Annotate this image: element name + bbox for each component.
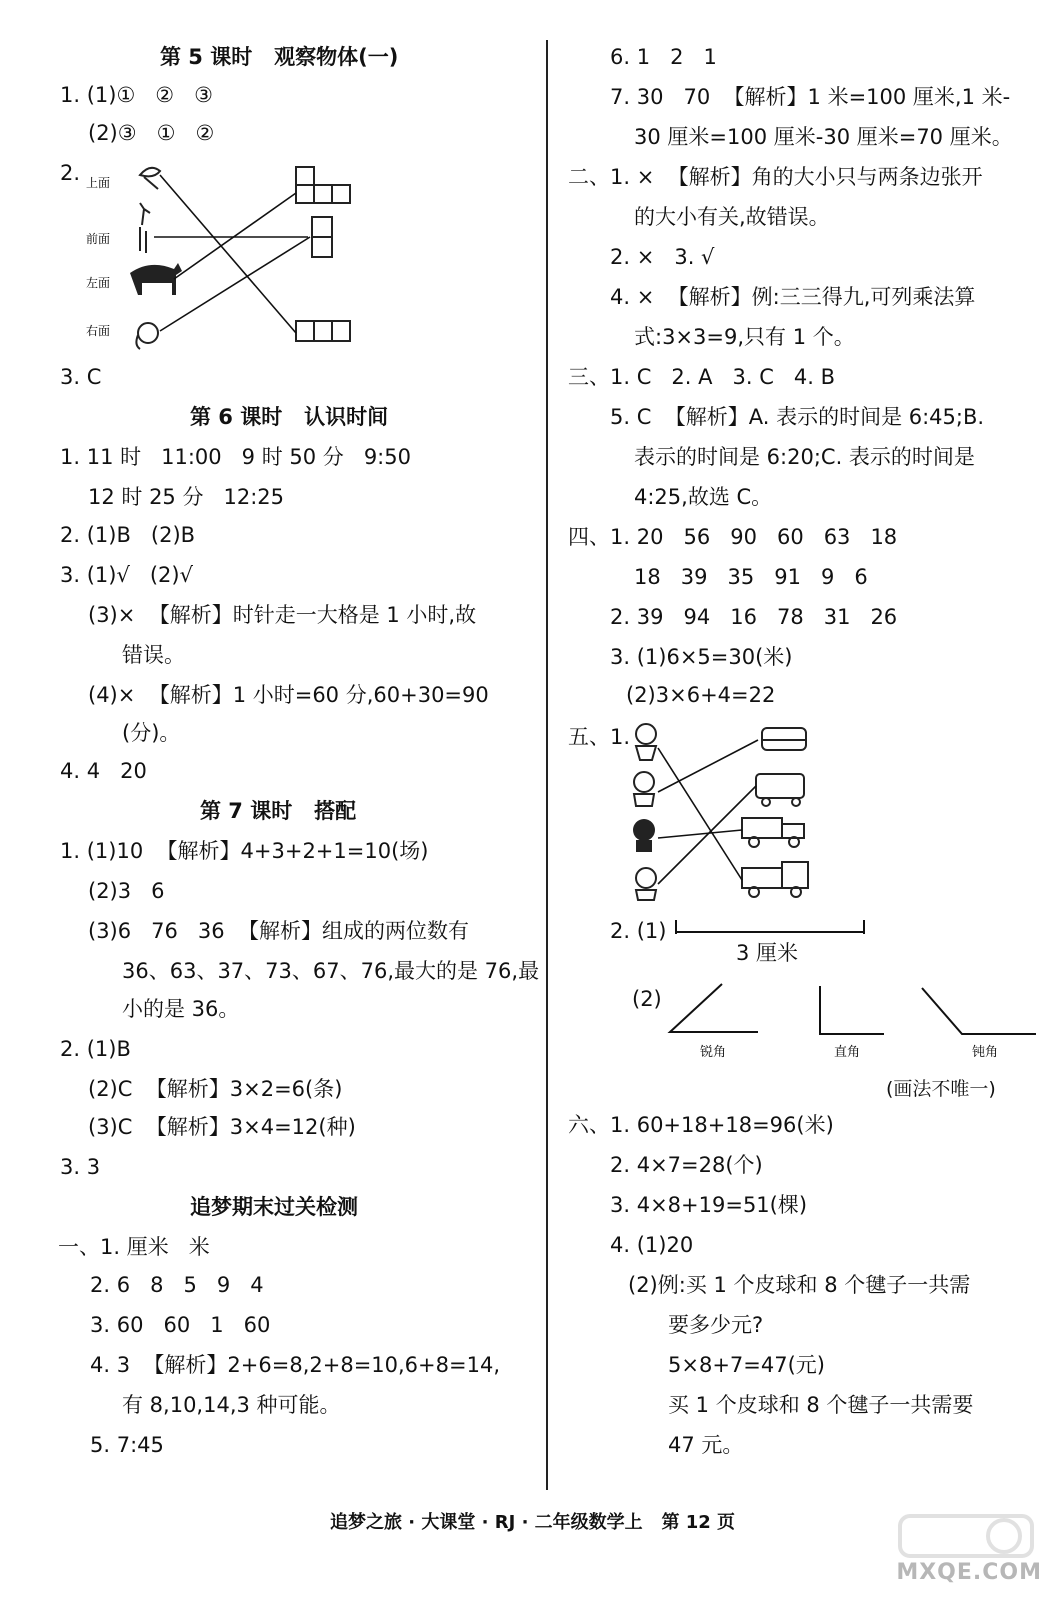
deer-front-view-icon xyxy=(140,203,150,253)
answer-line: 3. C xyxy=(60,365,102,389)
answer-line: 5. C 【解析】A. 表示的时间是 6:45;B. xyxy=(610,405,985,429)
answer-line: (2)例:买 1 个皮球和 8 个毽子一共需 xyxy=(628,1273,971,1297)
answer-line: 2. 39 94 16 78 31 26 xyxy=(610,605,898,629)
answer-line: 有 8,10,14,3 种可能。 xyxy=(122,1393,341,1417)
answer-line: 的大小有关,故错误。 xyxy=(634,205,830,229)
answer-line: 1. (1)① ② ③ xyxy=(60,83,213,107)
answer-line: 12 时 25 分 12:25 xyxy=(88,485,285,509)
section-heading-lesson5: 第 5 课时 观察物体(一) xyxy=(160,45,399,69)
answer-line: 2. × 3. √ xyxy=(610,245,715,269)
section-heading-lesson6: 第 6 课时 认识时间 xyxy=(190,405,389,429)
vehicle-matching-diagram xyxy=(624,718,834,904)
answer-line: 3. 60 60 1 60 xyxy=(90,1313,271,1337)
answer-line: 4. 3 【解析】2+6=8,2+8=10,6+8=14, xyxy=(90,1353,500,1377)
answer-line: 三、1. C 2. A 3. C 4. B xyxy=(568,365,836,389)
answer-line: (4)× 【解析】1 小时=60 分,60+30=90 xyxy=(88,683,489,707)
person-right-view-icon xyxy=(636,868,656,900)
section-heading-lesson7: 第 7 课时 搭配 xyxy=(200,799,357,823)
answer-line: 3. (1)√ (2)√ xyxy=(60,563,193,587)
block-view-middle xyxy=(312,217,332,257)
answer-line: 六、1. 60+18+18=96(米) xyxy=(568,1113,834,1137)
animal-top-view-icon xyxy=(140,168,160,189)
answer-line: (2)③ ① ② xyxy=(88,121,215,145)
answer-line: 四、1. 20 56 90 60 63 18 xyxy=(568,525,898,549)
watermark-text: MXQE.COM xyxy=(896,1560,1042,1585)
answer-line: 7. 30 70 【解析】1 米=100 厘米,1 米- xyxy=(610,85,1011,109)
car-front-icon xyxy=(762,728,806,750)
answer-line: 2. 6 8 5 9 4 xyxy=(90,1273,264,1297)
answer-line: 错误。 xyxy=(122,643,185,667)
answer-line: 五、1. xyxy=(568,725,631,749)
answer-line: 要多少元? xyxy=(668,1313,764,1337)
car-back-icon xyxy=(756,774,804,806)
column-divider xyxy=(546,40,548,1490)
page-footer: 追梦之旅 · 大课堂 · RJ · 二年级数学上 第 12 页 xyxy=(330,1512,736,1533)
answer-line: 5×8+7=47(元) xyxy=(668,1353,825,1377)
answer-line: 小的是 36。 xyxy=(122,997,240,1021)
answer-line: (分)。 xyxy=(122,721,181,745)
direction-label-right: 右面 xyxy=(86,324,111,338)
direction-label-front: 前面 xyxy=(86,232,111,246)
answer-line: 一、1. 厘米 米 xyxy=(58,1235,210,1259)
answer-line: 4:25,故选 C。 xyxy=(634,485,773,509)
angle-label-right: 直角 xyxy=(834,1045,861,1060)
block-view-bottom xyxy=(296,321,350,341)
answer-line: 36、63、37、73、67、76,最大的是 76,最 xyxy=(122,959,540,983)
angle-drawings xyxy=(660,980,1040,1064)
answer-line: 30 厘米=100 厘米-30 厘米=70 厘米。 xyxy=(634,125,1013,149)
answer-line: 2. (1)B xyxy=(60,1037,131,1061)
acute-angle-icon xyxy=(670,984,758,1032)
answer-line: 6. 1 2 1 xyxy=(610,45,717,69)
answer-line: 4. 4 20 xyxy=(60,759,147,783)
truck-side-icon xyxy=(742,818,804,847)
obtuse-angle-icon xyxy=(922,988,1036,1034)
answer-line: 2. (1)B (2)B xyxy=(60,523,196,547)
answer-line: 2. 4×7=28(个) xyxy=(610,1153,763,1177)
answer-line: (3)C 【解析】3×4=12(种) xyxy=(88,1115,356,1139)
truck-side-icon-2 xyxy=(742,862,808,897)
answer-line: (2)C 【解析】3×2=6(条) xyxy=(88,1077,343,1101)
answer-line: 4. (1)20 xyxy=(610,1233,694,1257)
answer-line: (2) xyxy=(632,987,662,1011)
person-left-view-icon xyxy=(633,819,655,852)
answer-line: 18 39 35 91 9 6 xyxy=(634,565,868,589)
answer-line: 3. 4×8+19=51(棵) xyxy=(610,1193,808,1217)
answer-line: (3)6 76 36 【解析】组成的两位数有 xyxy=(88,919,469,943)
person-front-view-icon xyxy=(636,724,656,760)
answer-line: 1. (1)10 【解析】4+3+2+1=10(场) xyxy=(60,839,429,863)
answer-line: (2)3×6+4=22 xyxy=(626,683,776,707)
answer-line: 2. (1) xyxy=(610,919,667,943)
answer-line: 3. (1)6×5=30(米) xyxy=(610,645,793,669)
elephant-right-view-icon xyxy=(136,323,158,349)
observation-matching-diagram xyxy=(82,155,372,355)
section-heading-final-test: 追梦期末过关检测 xyxy=(190,1195,358,1219)
answer-line: (3)× 【解析】时针走一大格是 1 小时,故 xyxy=(88,603,477,627)
angle-label-acute: 锐角 xyxy=(700,1045,727,1060)
direction-label-left: 左面 xyxy=(86,276,111,290)
answer-line: 表示的时间是 6:20;C. 表示的时间是 xyxy=(634,445,975,469)
answer-line: 47 元。 xyxy=(668,1433,744,1457)
segment-length-label: 3 厘米 xyxy=(736,941,799,965)
answer-line: (2)3 6 xyxy=(88,879,165,903)
line-segment-3cm xyxy=(674,918,870,940)
answer-line: 3. 3 xyxy=(60,1155,101,1179)
answer-note: (画法不唯一) xyxy=(886,1078,996,1100)
answer-line: 二、1. × 【解析】角的大小只与两条边张开 xyxy=(568,165,983,189)
answer-line: 4. × 【解析】例:三三得九,可列乘法算 xyxy=(610,285,976,309)
block-view-top xyxy=(296,167,350,203)
answer-line: 1. 11 时 11:00 9 时 50 分 9:50 xyxy=(60,445,411,469)
matching-lines xyxy=(658,740,758,884)
person-back-view-icon xyxy=(634,772,654,806)
direction-label-top: 上面 xyxy=(86,176,111,190)
answer-line: 买 1 个皮球和 8 个毽子一共需要 xyxy=(668,1393,974,1417)
matching-lines xyxy=(154,175,310,333)
answer-line: 式:3×3=9,只有 1 个。 xyxy=(634,325,855,349)
angle-label-obtuse: 钝角 xyxy=(972,1045,999,1060)
answer-line: 5. 7:45 xyxy=(90,1433,164,1457)
right-angle-icon xyxy=(820,986,884,1034)
answer-line: 2. xyxy=(60,161,81,185)
